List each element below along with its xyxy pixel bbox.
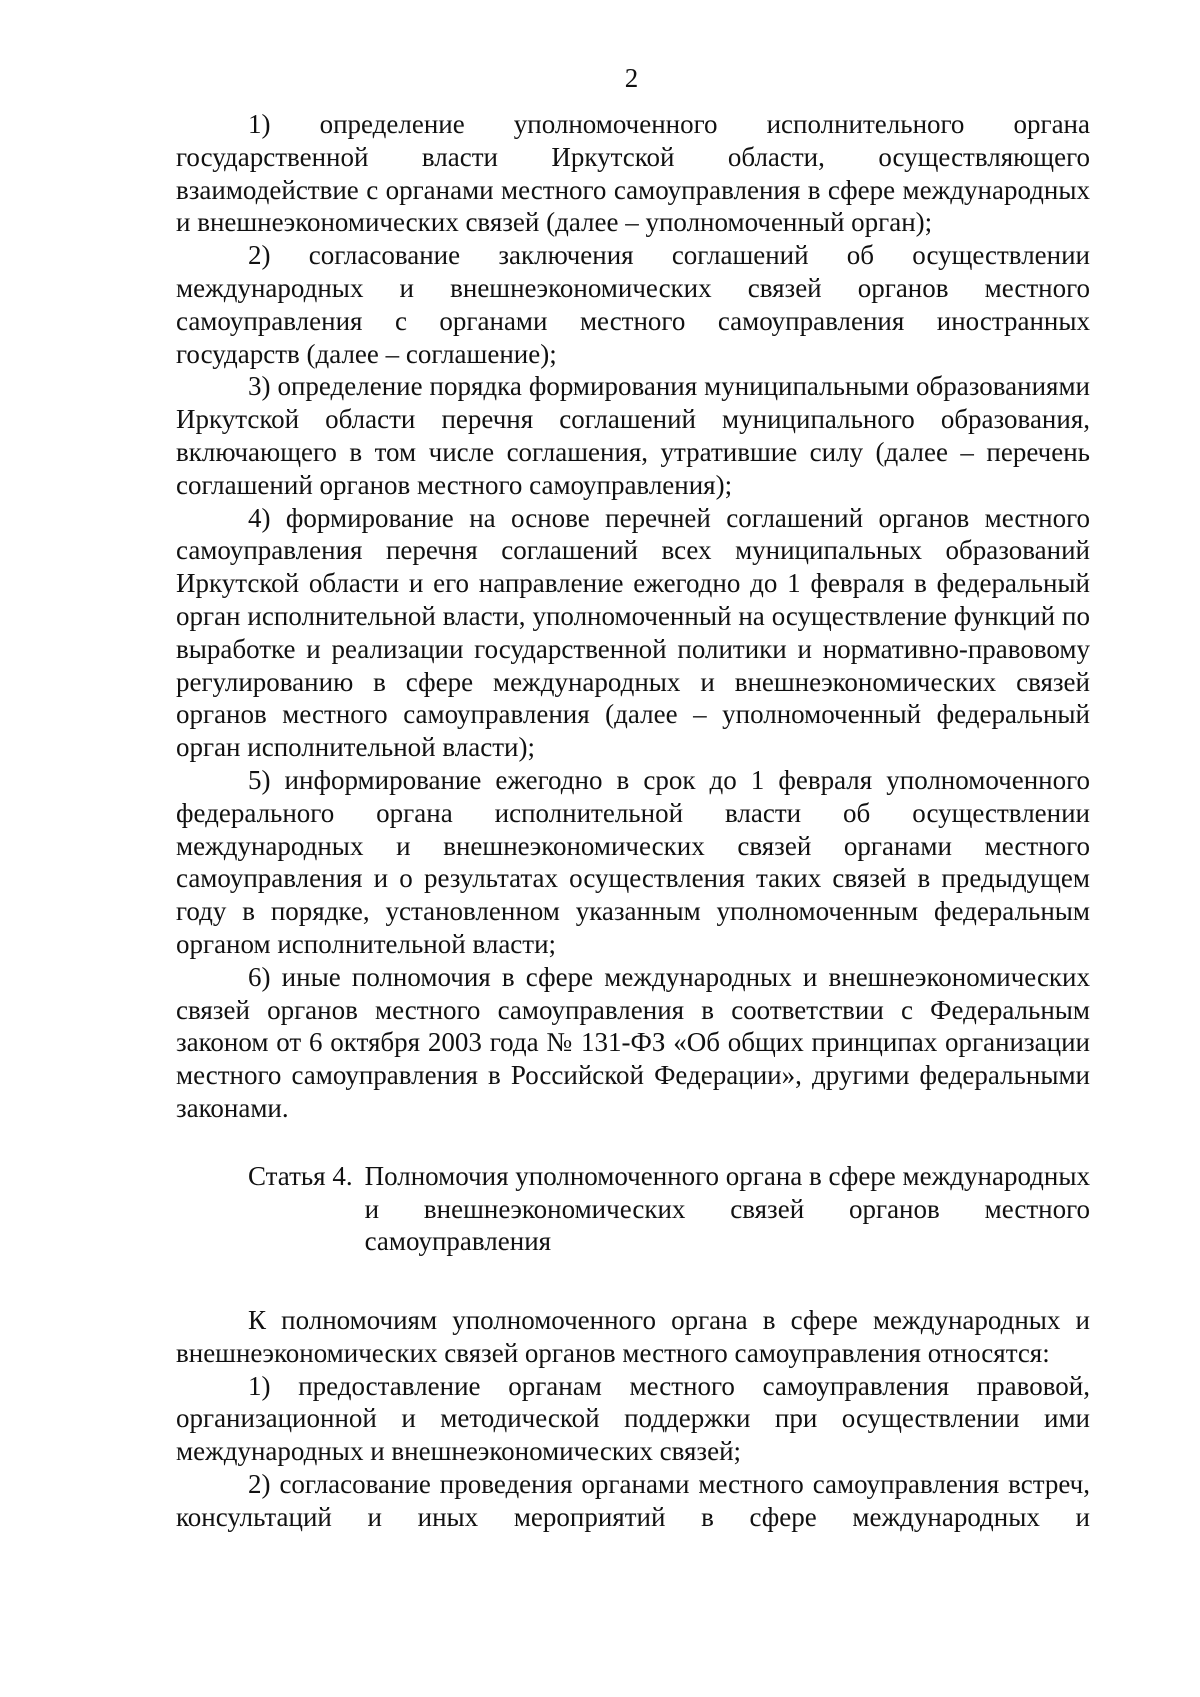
article-heading <box>176 1160 1090 1258</box>
document-body <box>176 108 1090 1534</box>
paragraph-item-5: 5) информирование ежегодно в срок до 1 февраля уполномоченного федерального органа исполнительной власти об осуществлении международных и внешнеэкономических связей органами местного самоуправления и о результатах осуществления таких связей в предыдущем году в порядке, установленном указанным уполномоченным федеральным органом исполнительной власти; <box>176 764 1090 959</box>
paragraph-item-3: 3) определение порядка формирования муниципальными образованиями Иркутской области перечня соглашений муниципального образования, включающего в том числе соглашения, утратившие силу (далее – перечень соглашений органов местного самоуправления); <box>176 371 1090 500</box>
article-title: Полномочия уполномоченного органа в сфере международных и внешнеэкономических связей органов местного самоуправления <box>364 1160 1090 1257</box>
paragraph-power-2: 2) согласование проведения органами местного самоуправления встреч, консультаций и иных мероприятий в сфере международных и <box>176 1469 1090 1532</box>
paragraph-item-4: 4) формирование на основе перечней соглашений органов местного самоуправления перечня соглашений всех муниципальных образований Иркутской области и его направление ежегодно до 1 февраля в федеральный орган исполнительной власти, уполномоченный на осуществление функций по выработке и реализации государственной политики и нормативно-правовому регулированию в сфере международных и внешнеэкономических связей органов местного самоуправления (далее – уполномоченный федеральный орган исполнительной власти); <box>176 502 1090 763</box>
page-number: 2 <box>624 63 639 93</box>
paragraph-item-2: 2) согласование заключения соглашений об осуществлении международных и внешнеэкономических связей органов местного самоуправления с органами местного самоуправления иностранных государств (далее – соглашение); <box>176 240 1090 369</box>
paragraph-item-6: 6) иные полномочия в сфере международных и внешнеэкономических связей органов местного самоуправления в соответствии с Федеральным законом от 6 октября 2003 года № 131-ФЗ «Об общих принципах организации местного самоуправления в Российской Федерации», другими федеральными законами. <box>176 961 1090 1123</box>
paragraph-power-1: 1) предоставление органам местного самоуправления правовой, организационной и методической поддержки при осуществлении ими международных и внешнеэкономических связей; <box>176 1370 1090 1467</box>
article-number: Статья 4. <box>248 1160 353 1191</box>
paragraph-intro: К полномочиям уполномоченного органа в сфере международных и внешнеэкономических связей органов местного самоуправления относятся: <box>176 1305 1090 1368</box>
paragraph-item-1: 1) определение уполномоченного исполнительного органа государственной власти Иркутской области, осуществляющего взаимодействие с органами местного самоуправления в сфере международных и внешнеэкономических связей (далее – уполномоченный орган); <box>176 109 1090 238</box>
